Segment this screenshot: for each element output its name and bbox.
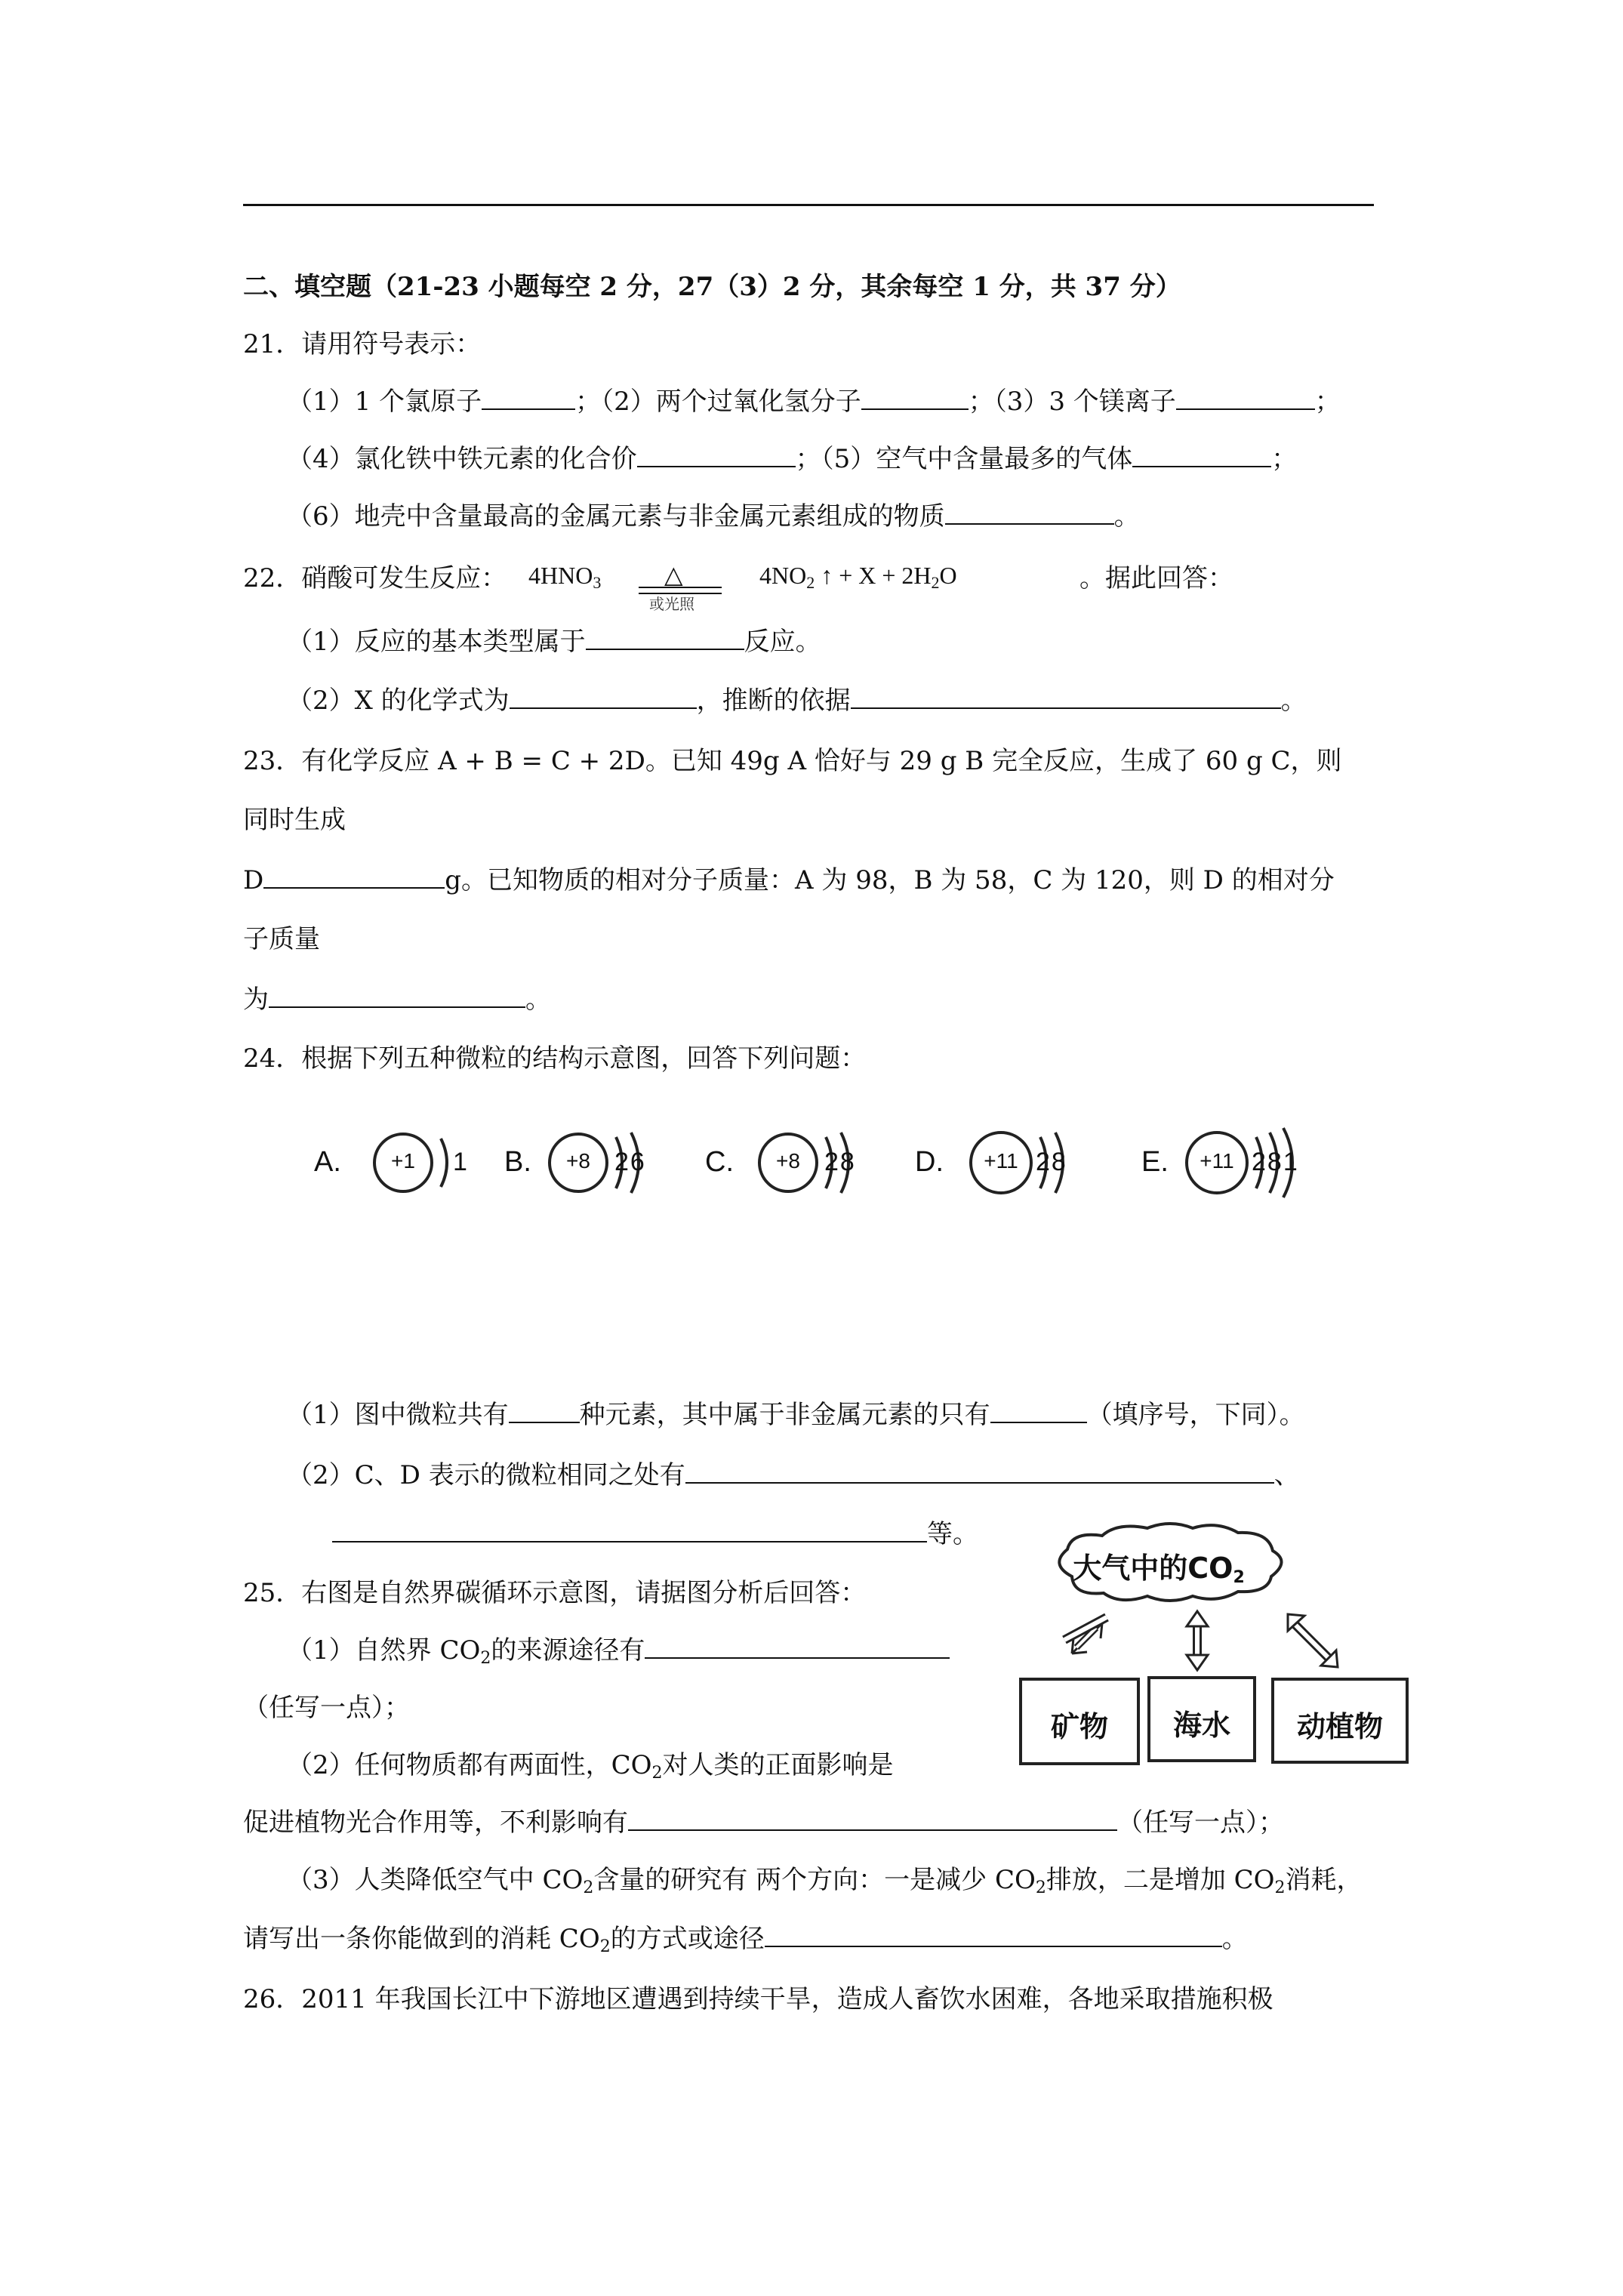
- q22-reaction-condition: [639, 560, 722, 613]
- q21-blank1[interactable]: [482, 386, 575, 410]
- q21-part4: （4）氯化铁中铁元素的化合价: [287, 444, 637, 474]
- q21-part3: ；（3）3 个镁离子: [968, 387, 1176, 417]
- q22-blank3[interactable]: [851, 685, 1281, 709]
- q22-equation-lhs: $4HNO_3$: [528, 562, 602, 592]
- q24-blank2[interactable]: [990, 1399, 1087, 1423]
- box-seawater: 海水: [1172, 1709, 1230, 1742]
- q25-blank2[interactable]: [628, 1807, 1117, 1831]
- q21-blank6[interactable]: [945, 501, 1114, 525]
- box-minerals: 矿物: [1050, 1710, 1108, 1743]
- q23-line1: 23．有化学反应 A + B = C + 2D。已知 49g A 恰好与 29 g B 完全反应，生成了 60 g C，则: [243, 746, 1342, 776]
- q21-line3: （6）地壳中含量最高的金属元素与非金属元素组成的物质 。: [287, 501, 1140, 532]
- q23-line2: 同时生成: [243, 805, 346, 835]
- q21-part6: （6）地壳中含量最高的金属元素与非金属元素组成的物质: [287, 501, 945, 532]
- q22-tail: 。据此回答：: [1079, 563, 1233, 593]
- q21-blank5[interactable]: [1132, 443, 1271, 467]
- q21-part5: ；（5）空气中含量最多的气体: [795, 444, 1133, 474]
- q22-line2: （2）X 的化学式为 ，推断的依据 。: [287, 686, 1307, 716]
- q24-blank1[interactable]: [509, 1399, 580, 1423]
- q21-blank4[interactable]: [637, 443, 796, 467]
- atom-diagram-c: C. +8 28: [705, 1116, 916, 1214]
- q25-note1: （任写一点）；: [243, 1693, 410, 1723]
- cloud-label: 大气中的$CO_2$: [1073, 1552, 1245, 1587]
- q21-blank2[interactable]: [861, 386, 969, 410]
- q24-stem: 24．根据下列五种微粒的结构示意图，回答下列问题：: [243, 1043, 867, 1074]
- q22-blank2[interactable]: [510, 685, 697, 709]
- q21-blank3[interactable]: [1176, 386, 1315, 410]
- q25-line3: 促进植物光合作用等，不利影响有 （任写一点）；: [243, 1808, 1284, 1838]
- atom-shell-icon: [503, 1116, 714, 1214]
- q25-blank3[interactable]: [765, 1923, 1222, 1947]
- q23-blank2[interactable]: [269, 984, 525, 1008]
- q21-line1: （1）1 个氯原子 ；（2）两个过氧化氢分子 ；（3）3 个镁离子 ；: [287, 387, 1341, 417]
- header-rule: [243, 204, 1374, 206]
- q24-line3: 等。: [332, 1518, 978, 1551]
- q22-blank1[interactable]: [586, 626, 744, 650]
- q22-condition-text: 或光照: [649, 595, 694, 613]
- q24-line1: （1）图中微粒共有 种元素，其中属于非金属元素的只有 （填序号，下同）。: [287, 1400, 1305, 1430]
- q21-part1: （1）1 个氯原子: [287, 387, 482, 417]
- q24-line2: （2）C、D 表示的微粒相同之处有 、: [287, 1460, 1300, 1490]
- q23-line3: D g。已知物质的相对分子质量：A 为 98，B 为 58，C 为 120，则 D 的相对分: [243, 865, 1335, 895]
- q25-line4: （3）人类降低空气中 $CO_2$含量的研究有 两个方向：一是减少 $CO_2$排放，二是增加 $CO_2$消耗，: [287, 1865, 1363, 1897]
- atom-diagram-a: A. +1 1: [313, 1116, 524, 1214]
- q25-line1: （1）自然界 $CO_2$的来源途径有: [287, 1634, 950, 1667]
- atom-diagram-e: E. +11 281: [1132, 1116, 1344, 1214]
- q22-equation-rhs: $4NO_2$ ↑ + $X + 2H_2O$: [759, 562, 957, 592]
- q22-stem: 22．硝酸可发生反应：: [243, 563, 507, 593]
- q24-blank3[interactable]: [685, 1459, 1274, 1484]
- q23-blank1[interactable]: [263, 864, 445, 889]
- atom-diagram-b: B. +8 26: [503, 1116, 714, 1214]
- q21-line2: （4）氯化铁中铁元素的化合价 ；（5）空气中含量最多的气体 ；: [287, 444, 1298, 474]
- carbon-cycle-diagram: [1019, 1518, 1419, 1767]
- q24-blank4[interactable]: [332, 1518, 927, 1542]
- box-plants-animals: 动植物: [1296, 1710, 1383, 1743]
- q25-line5: 请写出一条你能做到的消耗 $CO_2$的方式或途径 。: [243, 1924, 1248, 1956]
- q23-line4: 子质量: [243, 924, 320, 954]
- q25-line2: （2）任何物质都有两面性，$CO_2$对人类的正面影响是: [287, 1750, 894, 1783]
- q25-blank1[interactable]: [645, 1635, 950, 1659]
- atom-diagram-d: D. +11 28: [913, 1116, 1125, 1214]
- section-heading: 二、填空题（21-23 小题每空 2 分，27（3）2 分，其余每空 1 分，共 37 分）: [243, 272, 1181, 302]
- q22-line1: （1）反应的基本类型属于 反应。: [287, 627, 821, 657]
- q21-stem: 21．请用符号表示：: [243, 329, 482, 359]
- q21-part2: ；（2）两个过氧化氢分子: [575, 387, 861, 417]
- q26-line1: 26．2011 年我国长江中下游地区遭遇到持续干旱，造成人畜饮水困难，各地采取措施积极: [243, 1984, 1273, 2014]
- heat-triangle-icon: △: [664, 560, 683, 589]
- q25-stem: 25．右图是自然界碳循环示意图，请据图分析后回答：: [243, 1578, 867, 1608]
- q23-line5: 为 。: [243, 985, 551, 1015]
